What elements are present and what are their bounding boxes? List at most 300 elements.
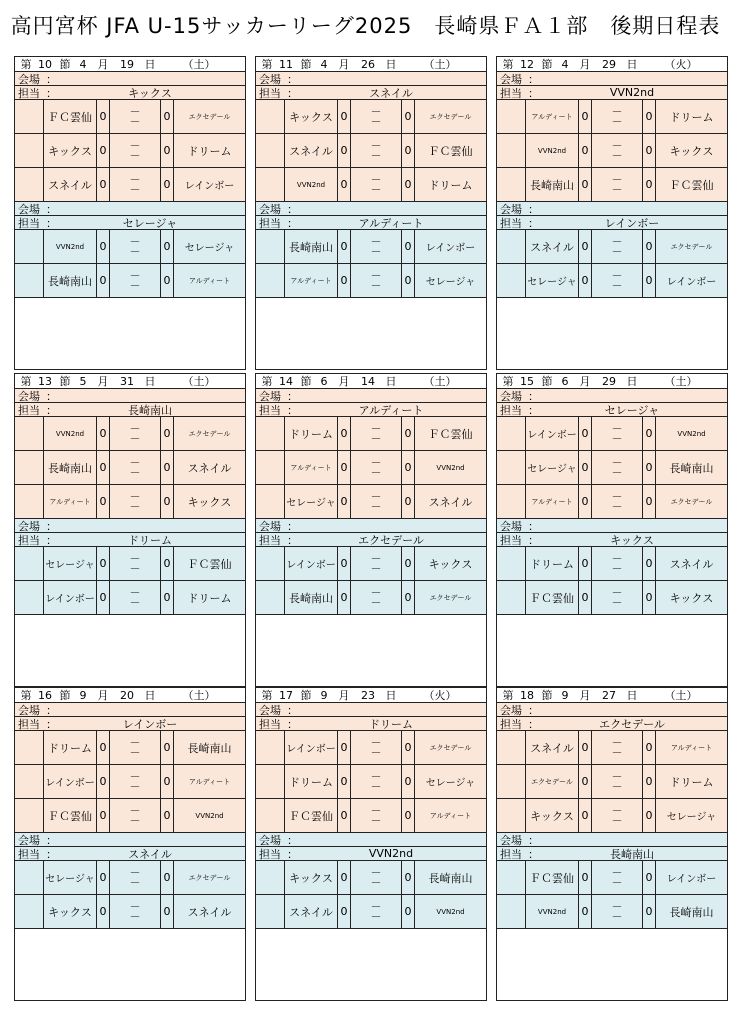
venue-group: [15, 389, 245, 519]
setsu-label: 節: [300, 58, 312, 71]
home-score: 0: [338, 581, 351, 614]
match-time-cell: [15, 861, 44, 894]
score-separator: [110, 731, 161, 764]
round-label: 第: [261, 689, 273, 702]
score-separator: [351, 485, 402, 518]
dash-bottom: －: [370, 813, 382, 827]
score-separator: [351, 765, 402, 798]
venue-label: 会場: [18, 703, 40, 717]
away-score: 0: [402, 731, 415, 764]
match-row: [15, 485, 245, 519]
dash-top: －: [370, 803, 382, 817]
home-score: 0: [97, 799, 110, 832]
away-score: 0: [402, 765, 415, 798]
away-team: セレージャ: [425, 277, 476, 288]
away-team: ＦＣ雲仙: [428, 427, 473, 441]
match-time-cell: [497, 134, 526, 167]
notes-area: [15, 298, 245, 329]
round-block: [255, 56, 487, 370]
home-team: アルディート: [526, 485, 579, 518]
colon: ：: [528, 717, 539, 731]
dash-top: －: [370, 172, 382, 186]
day-number: 27: [602, 688, 616, 702]
dash-bottom: －: [370, 745, 382, 759]
home-team: 長崎南山: [44, 451, 97, 484]
duty-row: [15, 533, 245, 547]
colon: ：: [287, 389, 298, 403]
match-time-cell: [256, 134, 285, 167]
away-team: VVN2nd: [436, 463, 465, 472]
home-team: セレージャ: [285, 485, 338, 518]
match-row: [15, 799, 245, 833]
round-label: 第: [502, 58, 514, 71]
dash-bottom: －: [129, 909, 141, 923]
away-team: 長崎南山: [428, 871, 473, 885]
month-label: 月: [579, 375, 591, 388]
dash-bottom: －: [370, 465, 382, 479]
notes-area: [497, 615, 727, 646]
day-label: 日: [144, 689, 156, 702]
dash-top: －: [129, 234, 141, 248]
dash-bottom: －: [370, 561, 382, 575]
month-label: 月: [97, 375, 109, 388]
duty-team: VVN2nd: [368, 847, 414, 860]
home-score: 0: [579, 731, 592, 764]
round-label: 第: [20, 58, 32, 71]
score-separator: [110, 547, 161, 580]
away-team: スネイル: [187, 905, 232, 919]
away-score: 0: [161, 581, 174, 614]
weekday: （土）: [182, 58, 216, 71]
setsu-label: 節: [59, 375, 71, 388]
home-score: 0: [338, 861, 351, 894]
duty-label: 担当: [259, 216, 281, 230]
match-time-cell: [15, 230, 44, 263]
venue-group: [15, 833, 245, 929]
match-time-cell: [15, 731, 44, 764]
colon: ：: [46, 389, 57, 403]
dash-top: －: [129, 138, 141, 152]
match-row: [497, 485, 727, 519]
weekday: （土）: [423, 58, 457, 71]
score-separator: [351, 731, 402, 764]
duty-team: アルディート: [358, 216, 424, 230]
dash-top: －: [370, 585, 382, 599]
venue-group: [497, 72, 727, 202]
venue-label: 会場: [500, 833, 522, 847]
dash-top: －: [129, 455, 141, 469]
dash-bottom: －: [611, 114, 623, 128]
match-row: [256, 895, 486, 929]
day-number: 29: [602, 374, 616, 388]
duty-team: キックス: [610, 533, 654, 547]
home-score: 0: [338, 765, 351, 798]
dash-top: －: [370, 268, 382, 282]
away-score: 0: [402, 168, 415, 201]
away-team: ドリーム: [187, 591, 232, 605]
colon: ：: [287, 86, 298, 100]
duty-row: [256, 403, 486, 417]
duty-row: [256, 216, 486, 230]
score-separator: [110, 134, 161, 167]
duty-team: レインボー: [604, 216, 660, 230]
setsu-label: 節: [541, 58, 553, 71]
match-row: [256, 485, 486, 519]
away-score: 0: [643, 134, 656, 167]
venue-label: 会場: [500, 389, 522, 403]
weekday: （火）: [664, 58, 698, 71]
month-label: 月: [579, 58, 591, 71]
venue-group: [256, 72, 486, 202]
duty-row: [497, 403, 727, 417]
match-time-cell: [15, 799, 44, 832]
away-team: アルディート: [188, 777, 231, 786]
duty-row: [15, 403, 245, 417]
colon: ：: [528, 202, 539, 216]
match-time-cell: [256, 230, 285, 263]
match-row: [256, 581, 486, 615]
home-score: 0: [97, 100, 110, 133]
score-separator: [110, 100, 161, 133]
dash-top: －: [129, 421, 141, 435]
away-score: 0: [402, 100, 415, 133]
dash-bottom: －: [129, 244, 141, 258]
score-separator: [592, 264, 643, 297]
away-score: 0: [161, 895, 174, 928]
match-time-cell: [497, 168, 526, 201]
match-time-cell: [497, 765, 526, 798]
round-block: [255, 373, 487, 687]
match-row: [256, 547, 486, 581]
away-team: ドリーム: [187, 144, 232, 158]
venue-label: 会場: [18, 833, 40, 847]
away-team: ＦＣ雲仙: [187, 557, 232, 571]
away-score: 0: [643, 765, 656, 798]
dash-bottom: －: [611, 909, 623, 923]
round-label: 第: [20, 689, 32, 702]
dash-bottom: －: [370, 875, 382, 889]
dash-bottom: －: [611, 561, 623, 575]
score-separator: [351, 168, 402, 201]
month-number: 9: [561, 688, 569, 702]
home-score: 0: [338, 230, 351, 263]
match-row: [497, 861, 727, 895]
away-team: エクセデール: [670, 242, 713, 251]
away-team: ＦＣ雲仙: [669, 178, 714, 192]
away-team: キックス: [428, 557, 473, 571]
day-label: 日: [385, 375, 397, 388]
dash-top: －: [370, 735, 382, 749]
match-time-cell: [497, 264, 526, 297]
day-label: 日: [626, 689, 638, 702]
match-row: [15, 100, 245, 134]
dash-top: －: [611, 172, 623, 186]
match-time-cell: [256, 799, 285, 832]
score-separator: [351, 799, 402, 832]
colon: ：: [46, 202, 57, 216]
match-row: [497, 417, 727, 451]
dash-bottom: －: [370, 182, 382, 196]
dash-bottom: －: [611, 779, 623, 793]
match-row: [256, 134, 486, 168]
day-label: 日: [626, 375, 638, 388]
month-label: 月: [338, 689, 350, 702]
duty-team: 長崎南山: [610, 847, 654, 861]
home-team: レインボー: [44, 581, 97, 614]
home-team: キックス: [44, 895, 97, 928]
match-row: [15, 547, 245, 581]
home-score: 0: [97, 731, 110, 764]
score-separator: [351, 264, 402, 297]
duty-label: 担当: [500, 86, 522, 100]
dash-top: －: [129, 268, 141, 282]
score-separator: [592, 168, 643, 201]
match-row: [15, 581, 245, 615]
home-team: ドリーム: [285, 765, 338, 798]
dash-bottom: －: [129, 875, 141, 889]
venue-group: [256, 703, 486, 833]
dash-bottom: －: [611, 182, 623, 196]
dash-top: －: [129, 585, 141, 599]
venue-group: [497, 519, 727, 615]
colon: ：: [528, 847, 539, 861]
score-separator: [110, 264, 161, 297]
match-time-cell: [497, 547, 526, 580]
colon: ：: [528, 833, 539, 847]
venue-group: [497, 389, 727, 519]
colon: ：: [528, 519, 539, 533]
home-team: スネイル: [44, 168, 97, 201]
score-separator: [592, 547, 643, 580]
match-time-cell: [15, 895, 44, 928]
duty-team: 長崎南山: [128, 403, 172, 417]
match-time-cell: [15, 485, 44, 518]
setsu-label: 節: [300, 689, 312, 702]
home-score: 0: [97, 485, 110, 518]
dash-top: －: [611, 865, 623, 879]
away-team: レインボー: [425, 243, 476, 254]
round-number: 17: [279, 688, 293, 702]
duty-label: 担当: [18, 86, 40, 100]
home-score: 0: [338, 895, 351, 928]
home-score: 0: [97, 861, 110, 894]
dash-bottom: －: [129, 813, 141, 827]
home-team: アルディート: [526, 100, 579, 133]
match-row: [256, 264, 486, 298]
dash-top: －: [129, 104, 141, 118]
dash-bottom: －: [611, 465, 623, 479]
home-team: セレージャ: [44, 547, 97, 580]
away-team: 長崎南山: [187, 741, 232, 755]
duty-label: 担当: [500, 717, 522, 731]
dash-top: －: [611, 104, 623, 118]
round-number: 11: [279, 57, 293, 71]
match-time-cell: [256, 765, 285, 798]
home-team: エクセデール: [526, 765, 579, 798]
dash-bottom: －: [611, 148, 623, 162]
venue-label: 会場: [259, 703, 281, 717]
duty-team: キックス: [128, 86, 172, 100]
duty-team: VVN2nd: [609, 86, 655, 99]
dash-top: －: [611, 769, 623, 783]
colon: ：: [46, 847, 57, 861]
setsu-label: 節: [59, 58, 71, 71]
match-row: [256, 230, 486, 264]
match-row: [15, 861, 245, 895]
home-team: レインボー: [526, 417, 579, 450]
venue-group: [256, 519, 486, 615]
dash-top: －: [129, 899, 141, 913]
home-score: 0: [579, 799, 592, 832]
away-score: 0: [402, 230, 415, 263]
away-score: 0: [402, 895, 415, 928]
setsu-label: 節: [541, 375, 553, 388]
colon: ：: [528, 703, 539, 717]
duty-team: セレージャ: [604, 403, 660, 417]
away-score: 0: [161, 547, 174, 580]
match-time-cell: [256, 861, 285, 894]
round-block: [496, 56, 728, 370]
home-team: アルディート: [285, 451, 338, 484]
home-score: 0: [579, 581, 592, 614]
dash-bottom: －: [611, 499, 623, 513]
day-label: 日: [626, 58, 638, 71]
score-separator: [592, 895, 643, 928]
home-team: VVN2nd: [526, 895, 579, 928]
home-score: 0: [97, 417, 110, 450]
away-score: 0: [161, 100, 174, 133]
home-team: キックス: [526, 799, 579, 832]
match-row: [497, 765, 727, 799]
match-row: [256, 417, 486, 451]
duty-team: セレージャ: [122, 216, 178, 230]
month-number: 9: [79, 688, 87, 702]
away-score: 0: [643, 485, 656, 518]
away-team: VVN2nd: [436, 907, 465, 916]
round-number: 14: [279, 374, 293, 388]
away-score: 0: [643, 581, 656, 614]
away-team: セレージャ: [425, 778, 476, 789]
away-score: 0: [161, 168, 174, 201]
score-separator: [592, 100, 643, 133]
dash-bottom: －: [370, 909, 382, 923]
dash-bottom: －: [370, 244, 382, 258]
home-score: 0: [579, 230, 592, 263]
match-row: [256, 451, 486, 485]
dash-bottom: －: [370, 148, 382, 162]
home-score: 0: [97, 547, 110, 580]
match-time-cell: [497, 485, 526, 518]
day-number: 23: [361, 688, 375, 702]
home-team: 長崎南山: [285, 230, 338, 263]
venue-group: [497, 202, 727, 298]
away-team: エクセデール: [429, 743, 472, 752]
month-number: 6: [320, 374, 328, 388]
dash-bottom: －: [370, 278, 382, 292]
month-number: 4: [320, 57, 328, 71]
match-time-cell: [15, 264, 44, 297]
venue-group: [15, 703, 245, 833]
score-separator: [351, 581, 402, 614]
away-team: アルディート: [188, 276, 231, 285]
away-score: 0: [643, 799, 656, 832]
away-score: 0: [402, 485, 415, 518]
dash-top: －: [129, 865, 141, 879]
away-score: 0: [402, 861, 415, 894]
home-score: 0: [338, 485, 351, 518]
match-time-cell: [497, 451, 526, 484]
home-team: レインボー: [285, 547, 338, 580]
match-time-cell: [497, 895, 526, 928]
away-team: レインボー: [666, 874, 717, 885]
round-block: [496, 687, 728, 1001]
venue-label: 会場: [500, 703, 522, 717]
away-score: 0: [161, 765, 174, 798]
venue-label: 会場: [500, 72, 522, 86]
month-number: 4: [79, 57, 87, 71]
match-row: [497, 134, 727, 168]
away-score: 0: [643, 895, 656, 928]
away-score: 0: [161, 799, 174, 832]
match-row: [256, 861, 486, 895]
dash-top: －: [611, 803, 623, 817]
dash-bottom: －: [129, 431, 141, 445]
dash-bottom: －: [129, 779, 141, 793]
match-row: [497, 100, 727, 134]
venue-group: [256, 833, 486, 929]
duty-row: [15, 717, 245, 731]
away-score: 0: [161, 485, 174, 518]
away-team: 長崎南山: [669, 461, 714, 475]
month-label: 月: [579, 689, 591, 702]
match-row: [15, 731, 245, 765]
venue-label: 会場: [259, 519, 281, 533]
match-row: [256, 100, 486, 134]
duty-label: 担当: [259, 533, 281, 547]
colon: ：: [528, 72, 539, 86]
duty-team: スネイル: [369, 86, 413, 100]
score-separator: [351, 134, 402, 167]
home-score: 0: [579, 895, 592, 928]
home-score: 0: [338, 451, 351, 484]
notes-area: [15, 615, 245, 646]
dash-top: －: [370, 138, 382, 152]
home-team: ＦＣ雲仙: [526, 581, 579, 614]
home-team: キックス: [285, 861, 338, 894]
round-block: [255, 687, 487, 1001]
away-team: セレージャ: [184, 243, 235, 254]
day-label: 日: [144, 375, 156, 388]
home-team: スネイル: [526, 230, 579, 263]
duty-row: [497, 86, 727, 100]
home-score: 0: [338, 168, 351, 201]
away-team: エクセデール: [188, 873, 231, 882]
dash-bottom: －: [370, 114, 382, 128]
away-team: ドリーム: [669, 775, 714, 789]
day-label: 日: [144, 58, 156, 71]
away-score: 0: [161, 134, 174, 167]
dash-top: －: [370, 455, 382, 469]
match-time-cell: [497, 861, 526, 894]
match-row: [15, 134, 245, 168]
colon: ：: [528, 533, 539, 547]
away-score: 0: [643, 451, 656, 484]
match-row: [256, 765, 486, 799]
match-time-cell: [15, 100, 44, 133]
home-team: スネイル: [285, 134, 338, 167]
day-number: 31: [120, 374, 134, 388]
home-team: ドリーム: [526, 547, 579, 580]
